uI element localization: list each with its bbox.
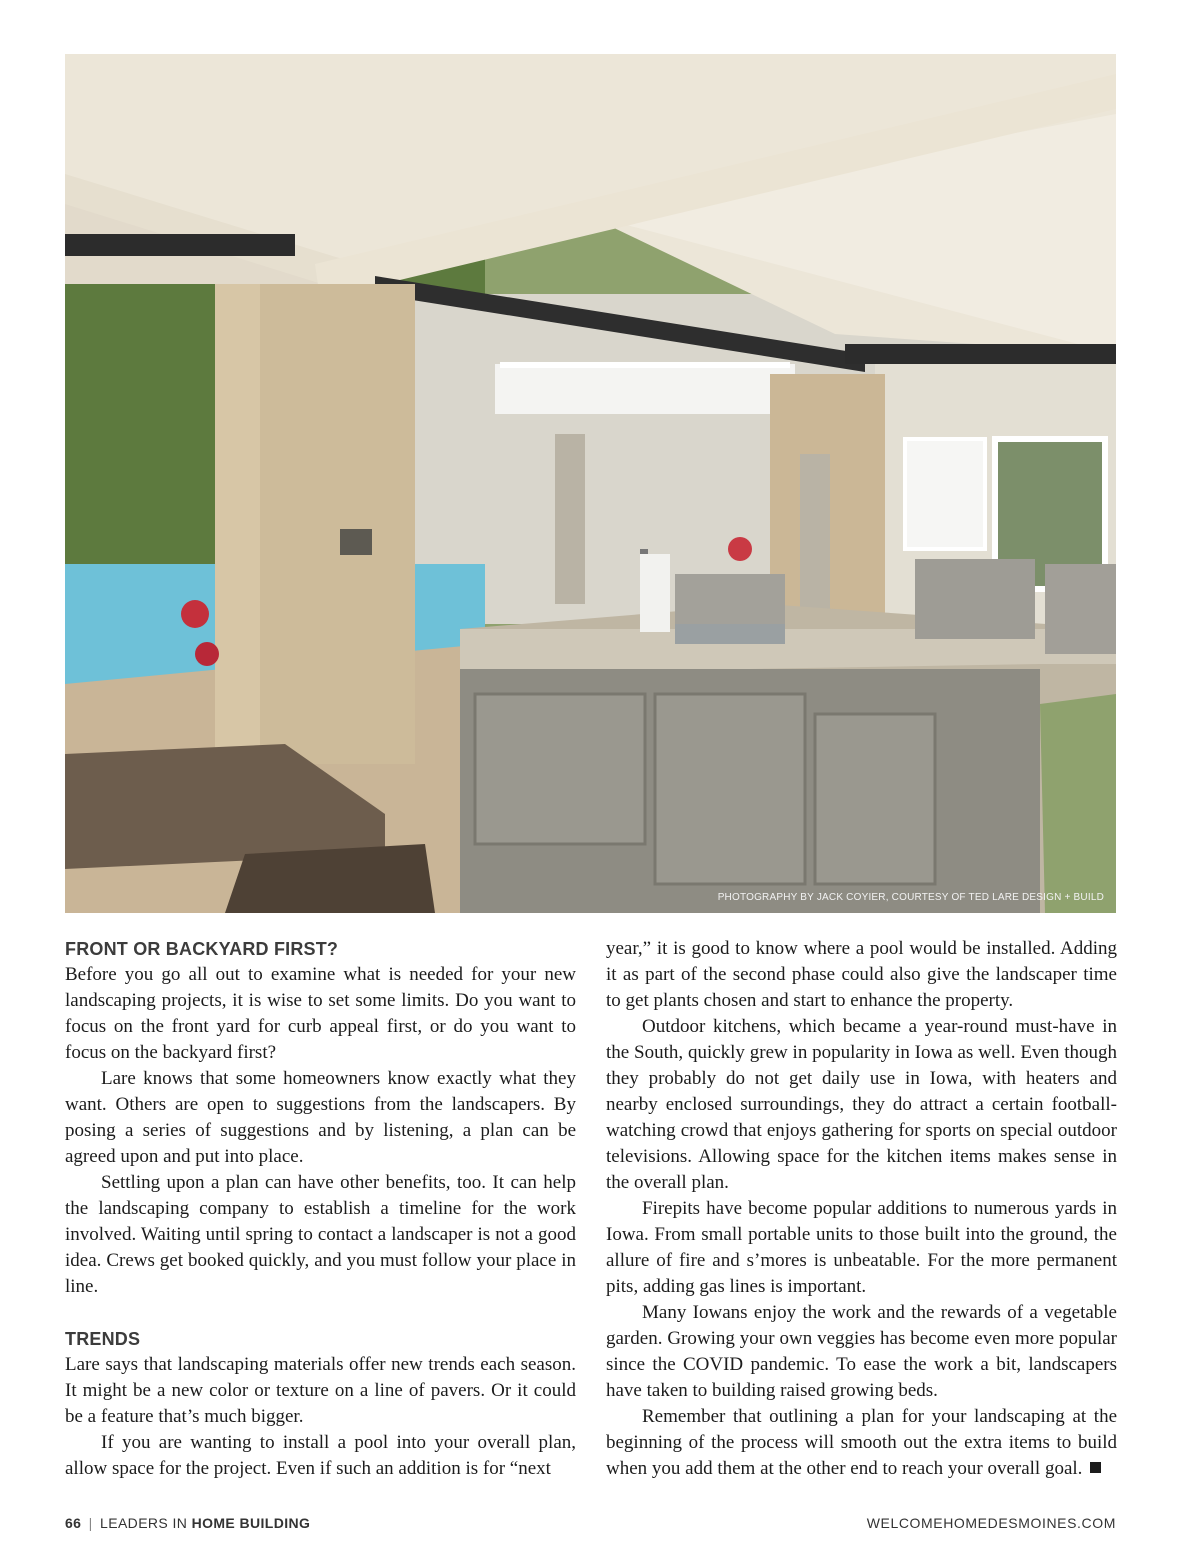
paragraph: Lare says that landscaping materials offer new trends each season. It might be a new color or texture on a line of pavers. Or it could be a feature that’s much bigger.: [65, 1354, 576, 1427]
section-heading-trends: TRENDS: [65, 1329, 141, 1349]
paragraph: If you are wanting to install a pool into your overall plan, allow space for the project. Even if such an addition is for “next: [65, 1432, 576, 1479]
paragraph: Outdoor kitchens, which became a year-round must-have in the South, quickly grew in popularity in Iowa as well. Even though they probably do not get daily use in Iowa, with heaters and nearby enclosed surroundings, they do attract a certain football-watching crowd that enjoys gathering for sports on special outdoor televisions. Allowing space for the kitchen items makes sense in the overall plan.: [606, 1016, 1117, 1193]
folio-separator: |: [88, 1515, 93, 1531]
paragraph: year,” it is good to know where a pool would be installed. Adding it as part of the second phase could also give the landscaper time to get plants chosen and start to enhance the property.: [606, 938, 1117, 1011]
outdoor-kitchen-illustration: [65, 54, 1116, 913]
left-column: [65, 936, 576, 1482]
end-mark-icon: [1090, 1462, 1101, 1473]
paragraph-final: [606, 1404, 1117, 1482]
section-prefix: LEADERS IN: [100, 1515, 192, 1531]
paragraph: Before you go all out to examine what is needed for your new landscaping projects, it is wise to set some limits. Do you want to focus on the front yard for curb appeal first, or do you want to focus on the backyard first?: [65, 964, 576, 1063]
spacer: [65, 1300, 576, 1326]
footer-website: WELCOMEHOMEDESMOINES.COM: [866, 1515, 1116, 1531]
paragraph: Many Iowans enjoy the work and the rewards of a vegetable garden. Growing your own veggies has become even more popular since the COVID pandemic. To ease the work a bit, landscapers have taken to building raised growing beds.: [606, 1302, 1117, 1401]
paragraph: Settling upon a plan can have other benefits, too. It can help the landscaping company to establish a timeline for the work involved. Waiting until spring to contact a landscaper is not a good idea. Crews get booked quickly, and you must follow your place in line.: [65, 1172, 576, 1297]
paragraph: Firepits have become popular additions to numerous yards in Iowa. From small portable units to those built into the ground, the allure of fire and s’mores is unbeatable. For the more permanent pits, adding gas lines is important.: [606, 1198, 1117, 1297]
right-column: [606, 936, 1117, 1482]
section-name: HOME BUILDING: [191, 1515, 311, 1531]
section-heading-front-or-backyard: FRONT OR BACKYARD FIRST?: [65, 939, 339, 959]
paragraph-text: Remember that outlining a plan for your landscaping at the beginning of the process will smooth out the extra items to build when you add them at the other end to reach your overall goal.: [606, 1406, 1117, 1479]
paragraph: Lare knows that some homeowners know exactly what they want. Others are open to suggestions from the landscapers. By posing a series of suggestions and by listening, a plan can be agreed upon and put into place.: [65, 1068, 576, 1167]
page-number: 66: [65, 1515, 82, 1531]
footer-folio: [65, 1515, 310, 1531]
feature-photo: [65, 54, 1116, 913]
photo-credit: PHOTOGRAPHY BY JACK COYIER, COURTESY OF TED LARE DESIGN + BUILD: [717, 892, 1104, 903]
